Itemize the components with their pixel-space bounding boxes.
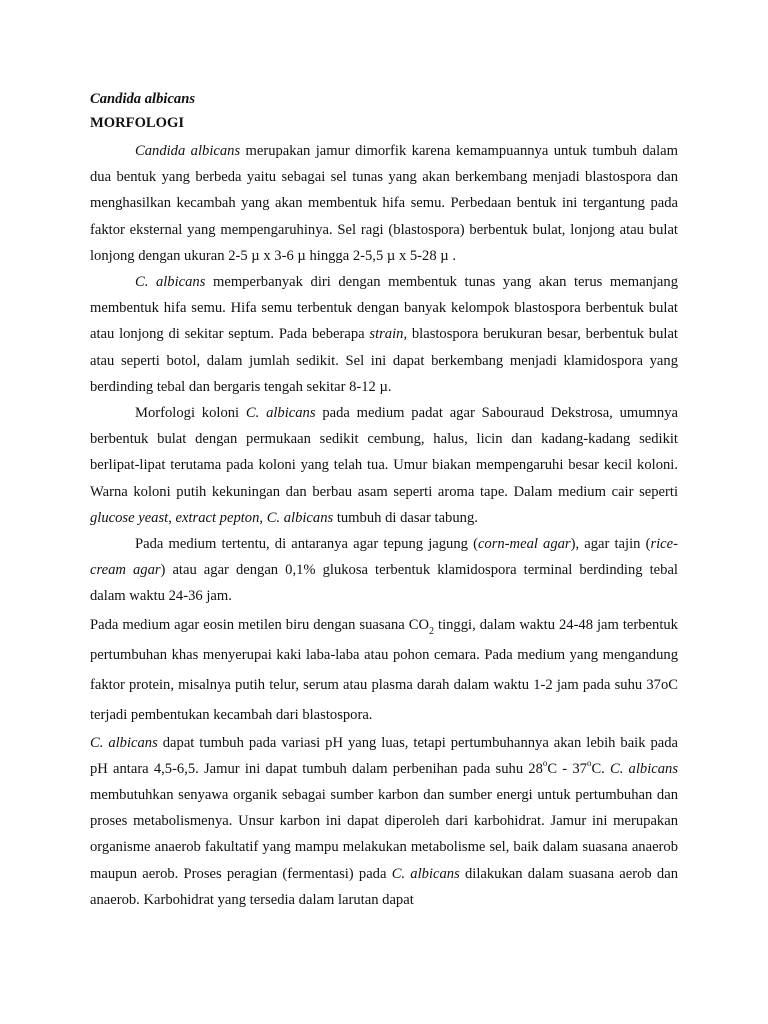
text-run: dapat tumbuh pada variasi pH yang luas, tetapi pertumbuhannya akan lebih baik pada pH antara 4,5-6,5. Jamur ini dapat tumbuh dalam perbenihan pada suhu 28 xyxy=(90,734,679,777)
text-run: C. xyxy=(591,760,610,777)
degree-superscript: o xyxy=(586,757,592,768)
italic-term: rice-cream agar xyxy=(90,536,678,579)
species-name: C. albicans xyxy=(90,734,158,751)
text-run: , xyxy=(259,509,267,526)
italic-term: glucose yeast xyxy=(90,509,169,526)
species-name: C. albicans xyxy=(266,509,334,526)
species-name: C. albicans xyxy=(245,405,316,422)
italic-term: corn-meal agar xyxy=(477,536,571,553)
species-name: C. albicans xyxy=(135,274,206,291)
paragraph-growth-ph xyxy=(90,730,678,913)
degree-superscript: o xyxy=(542,757,548,768)
text-run: merupakan jamur dimorfik karena kemampuannya untuk tumbuh dalam dua bentuk yang berbeda yaitu sebagai sel tunas yang akan berkembang menjadi blastospora dan menghasilkan kecambah yang akan membentuk hifa semu. Perbedaan bentuk ini tergantung pada faktor eksternal yang mempengaruhinya. Sel ragi (blastospora) berbentuk bulat, lonjong atau bulat lonjong dengan ukuran 2-5 µ x 3-6 µ hingga 2-5,5 µ x 5-28 µ . xyxy=(90,143,679,264)
document-page xyxy=(90,88,678,913)
text-run: , blastospora berukuran besar, berbentuk bulat atau seperti botol, dalam jumlah sedikit. Sel ini dapat berkembang menjadi klamidospora yang berdinding tebal dan bergaris tengah sekitar 8-12 µ. xyxy=(90,326,678,395)
species-name: C. albicans xyxy=(391,865,460,882)
section-heading: MORFOLOGI xyxy=(90,115,185,131)
text-run: Morfologi koloni xyxy=(135,405,246,422)
text-run: , xyxy=(168,509,176,526)
text-run: membutuhkan senyawa organik sebagai sumber karbon dan sumber energi untuk pertumbuhan dan proses metabolismenya. Unsur karbon ini dapat diperoleh dari karbohidrat. Jamur ini merupakan organisme anaerob fakultatif yang mampu melakukan metabolisme sel, baik dalam suasana anaerob maupun aerob. Proses peragian (fermentasi) pada xyxy=(90,787,678,882)
text-run: C - 37 xyxy=(547,760,587,777)
species-name: C. albicans xyxy=(610,760,679,777)
text-run: tinggi, dalam waktu 24-48 jam terbentuk pertumbuhan khas menyerupai kaki laba-laba atau pohon cemara. Pada medium yang mengandung faktor protein, misalnya putih telur, serum atau plasma darah dalam waktu 1-2 jam pada suhu 37oC terjadi pembentukan kecambah dari blastospora. xyxy=(90,616,678,723)
species-name: Candida albicans xyxy=(135,143,241,159)
text-run: dilakukan dalam suasana aerob dan anaerob. Karbohidrat yang tersedia dalam larutan dapat xyxy=(90,865,679,908)
italic-term: extract pepton xyxy=(175,509,260,526)
text-run: ) atau agar dengan 0,1% glukosa terbentuk klamidospora terminal berdinding tebal dalam waktu 24-36 jam. xyxy=(90,562,678,605)
paragraph-colony-morphology xyxy=(90,400,678,531)
text-run: Pada medium agar eosin metilen biru dengan suasana CO xyxy=(90,616,430,633)
subscript: 2 xyxy=(429,625,435,637)
paragraph-medium xyxy=(90,531,678,610)
paragraph-morphology-2 xyxy=(90,269,678,400)
text-run: pada medium padat agar Sabouraud Dekstrosa, umumnya berbentuk bulat dengan permukaan sedikit cembung, halus, licin dan kadang-kadang sedikit berlipat-lipat terutama pada koloni yang telah tua. Umur biakan mempengaruhi besar kecil koloni. Warna koloni putih kekuningan dan berbau asam seperti aroma tape. Dalam medium cair seperti xyxy=(90,405,678,500)
italic-term: strain xyxy=(369,326,404,343)
text-run: tumbuh di dasar tabung. xyxy=(333,509,478,526)
paragraph-eosin-medium xyxy=(90,610,678,730)
document-title: Candida albicans xyxy=(90,91,196,107)
text-run: Pada medium tertentu, di antaranya agar tepung jagung ( xyxy=(135,536,478,553)
text-run: ), agar tajin ( xyxy=(570,536,651,553)
paragraph-morphology-1 xyxy=(90,138,678,269)
text-run: memperbanyak diri dengan membentuk tunas yang akan terus memanjang membentuk hifa semu. Hifa semu terbentuk dengan banyak kelompok blastospora berbentuk bulat atau lonjong di sekitar septum. Pada beberapa xyxy=(90,274,679,343)
